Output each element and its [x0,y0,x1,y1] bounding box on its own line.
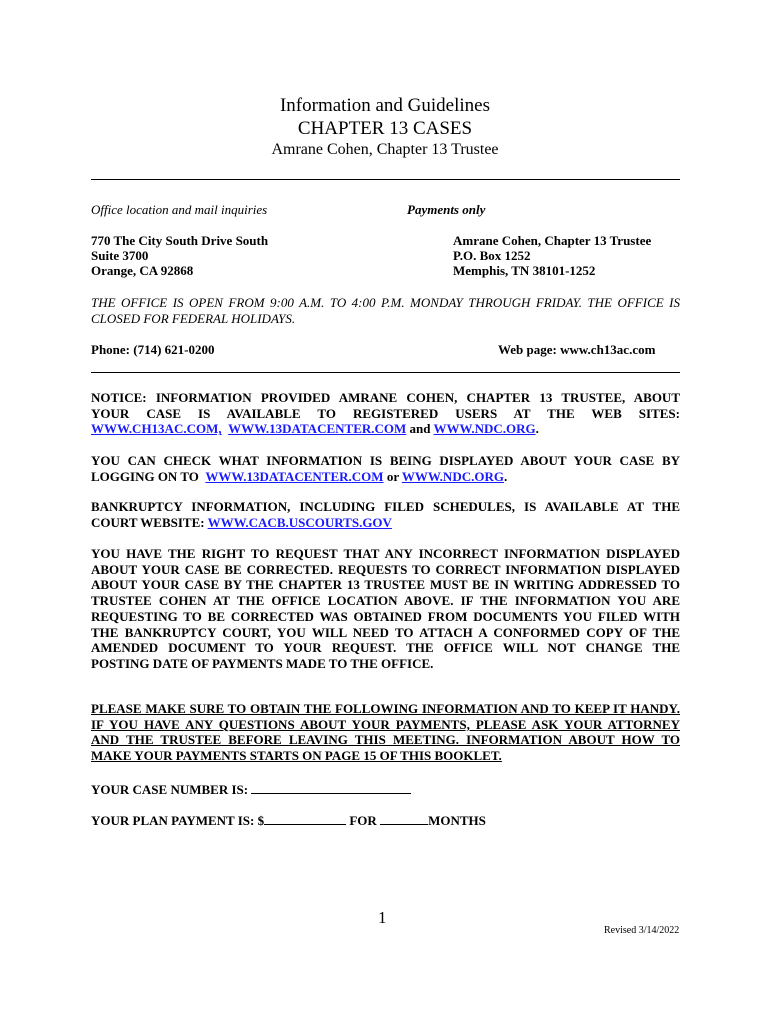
office-hours-line1: THE OFFICE IS OPEN FROM 9:00 A.M. TO 4:00 P.M. MONDAY THROUGH FRIDAY. THE OFFICE IS [91,295,680,310]
office-address-line2: Suite 3700 [91,248,149,263]
case-number-field[interactable] [251,781,411,794]
rights-line: YOU HAVE THE RIGHT TO REQUEST THAT ANY INCORRECT INFORMATION DISPLAYED [91,546,680,561]
check-or-text: or [383,468,402,484]
notice-line3 [91,421,680,437]
payments-box: P.O. Box 1252 [453,248,531,263]
case-number-label: YOUR CASE NUMBER IS: [91,782,252,797]
plan-payment-row [91,812,486,829]
payments-name: Amrane Cohen, Chapter 13 Trustee [453,233,652,248]
rights-line: ABOUT YOUR CASE BE CORRECTED. REQUESTS TO CORRECT INFORMATION DISPLAYED [91,561,680,577]
page-number: 1 [378,908,387,927]
case-number-row [91,781,411,798]
check-period: . [503,468,508,484]
plan-payment-label: YOUR PLAN PAYMENT IS: $ [91,813,265,828]
office-label: Office location and mail inquiries [91,202,268,217]
for-label: FOR [346,813,381,828]
rights-line: TRUSTEE COHEN AT THE OFFICE LOCATION ABOVE. IF THE INFORMATION YOU ARE [91,593,680,609]
months-label: MONTHS [428,813,486,828]
rights-paragraph [91,546,680,672]
bankruptcy-line2 [91,515,680,531]
check-line1: YOU CAN CHECK WHAT INFORMATION IS BEING DISPLAYED ABOUT YOUR CASE BY [91,453,680,468]
rights-line: ABOUT YOUR CASE BY THE CHAPTER 13 TRUSTEE MUST BE IN WRITING ADDRESSED TO [91,577,680,593]
link-13datacenter[interactable]: WWW.13DATACENTER.COM [228,421,407,437]
notice-line2: YOUR CASE IS AVAILABLE TO REGISTERED USERS AT THE WEB SITES: [91,405,680,421]
office-address-line3: Orange, CA 92868 [91,263,194,278]
link-ch13ac[interactable]: WWW.CH13AC.COM, [91,421,222,437]
rights-line: REQUESTING TO BE CORRECTED WAS OBTAINED FROM DOCUMENTS YOU FILED WITH [91,608,680,624]
months-count-field[interactable] [380,812,428,825]
check-paragraph [91,453,680,484]
notice-period: . [535,421,539,437]
link-ndc[interactable]: WWW.NDC.ORG [433,421,536,437]
please-paragraph [91,701,680,764]
link-cacb-uscourts[interactable]: WWW.CACB.USCOURTS.GOV [207,514,392,530]
trustee-name: Amrane Cohen, Chapter 13 Trustee [271,141,499,158]
please-line: IF YOU HAVE ANY QUESTIONS ABOUT YOUR PAYMENTS, PLEASE ASK YOUR ATTORNEY [91,716,680,732]
notice-paragraph [91,390,680,437]
check-line2 [91,469,680,485]
revised-date: Revised 3/14/2022 [604,925,680,936]
rights-line: POSTING DATE OF PAYMENTS MADE TO THE OFFICE. [91,655,434,671]
payments-label: Payments only [407,202,486,217]
link-13datacenter-part2: COM [351,468,384,484]
payments-city: Memphis, TN 38101-1252 [453,263,596,278]
bankruptcy-prefix: COURT WEBSITE: [91,514,208,530]
please-line: AND THE TRUSTEE BEFORE LEAVING THIS MEETING. INFORMATION ABOUT HOW TO [91,732,680,748]
check-prefix: LOGGING ON TO [91,468,203,484]
please-line: MAKE YOUR PAYMENTS STARTS ON PAGE 15 OF THIS BOOKLET. [91,748,502,764]
document-title: Information and Guidelines [279,95,490,116]
link-13datacenter-2[interactable] [205,469,383,484]
rights-line: AMENDED DOCUMENT TO YOUR REQUEST. THE OFFICE WILL NOT CHANGE THE [91,640,680,656]
notice-line1: NOTICE: INFORMATION PROVIDED AMRANE COHEN, CHAPTER 13 TRUSTEE, ABOUT [91,390,680,405]
phone-number: Phone: (714) 621-0200 [91,342,215,357]
bankruptcy-line1: BANKRUPTCY INFORMATION, INCLUDING FILED SCHEDULES, IS AVAILABLE AT THE [91,499,680,514]
web-page: Web page: www.ch13ac.com [498,342,656,357]
top-divider [91,179,680,180]
link-ndc-2[interactable]: WWW.NDC.ORG [401,468,504,484]
plan-payment-amount-field[interactable] [264,812,346,825]
contact-divider [91,372,680,373]
office-hours-line2: CLOSED FOR FEDERAL HOLIDAYS. [91,311,296,326]
rights-line: THE BANKRUPTCY COURT, YOU WILL NEED TO ATTACH A CONFORMED COPY OF THE [91,624,680,640]
office-address-line1: 770 The City South Drive South [91,233,269,248]
document-subtitle: CHAPTER 13 CASES [297,118,473,139]
notice-and-text: and [406,421,434,437]
please-line: PLEASE MAKE SURE TO OBTAIN THE FOLLOWING INFORMATION AND TO KEEP IT HANDY. [91,701,680,716]
bankruptcy-paragraph [91,499,680,530]
link-13datacenter-part1: WWW.13DATACENTER. [205,468,352,484]
